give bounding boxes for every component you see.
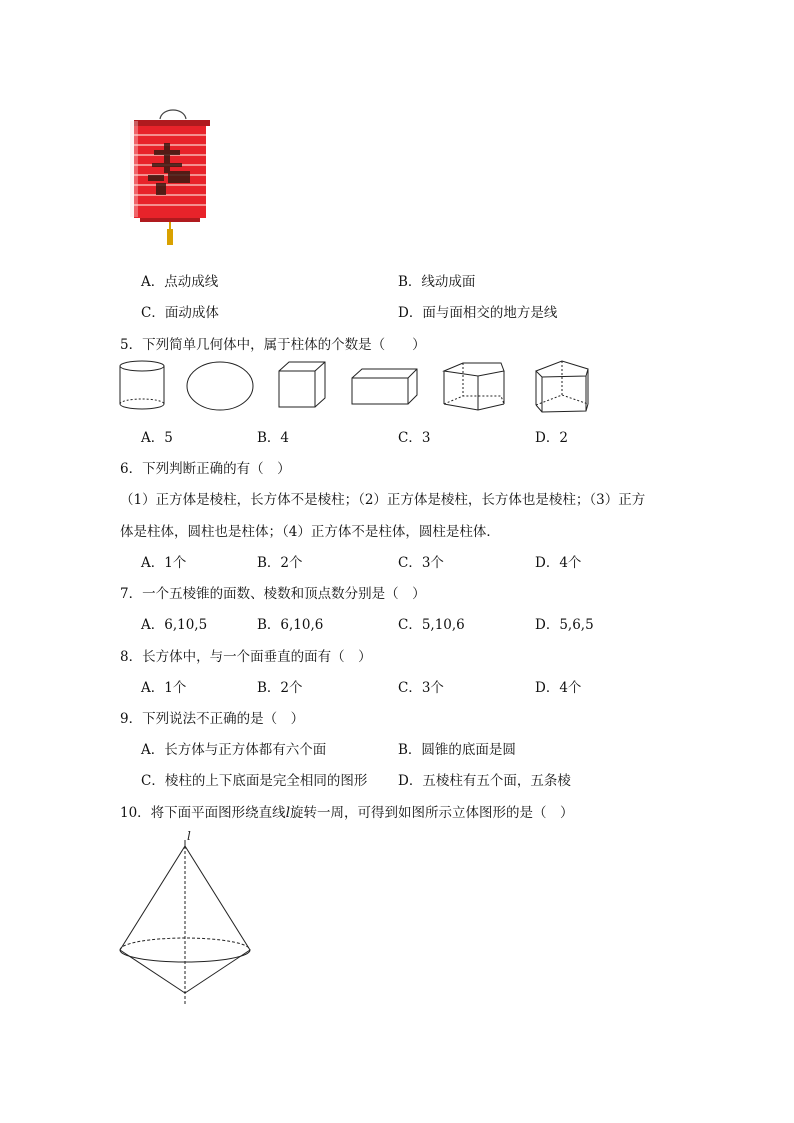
q5-option-c: C．3 (398, 430, 431, 446)
q6-stem: 6．下列判断正确的有（ ） (120, 461, 291, 477)
q8-option-b: B．2个 (257, 680, 303, 696)
q8-option-c: C．3个 (398, 680, 444, 696)
cuboid-shape (352, 369, 417, 404)
pentagonal-prism-shape-1 (444, 363, 504, 410)
q7-option-d: D．5,6,5 (535, 617, 594, 633)
q10-stem-variable: l (285, 805, 291, 821)
q6-option-a: A．1个 (141, 555, 187, 571)
q10-stem-before: 10．将下面平面图形绕直线 (120, 805, 286, 821)
q7-stem: 7．一个五棱锥的面数、棱数和顶点数分别是（ ） (120, 586, 426, 602)
q4-option-d: D．面与面相交的地方是线 (398, 305, 558, 321)
q9-option-d: D．五棱柱有五个面，五条棱 (398, 773, 571, 789)
q10-stem (120, 801, 574, 821)
q4-option-b: B．线动成面 (398, 274, 476, 290)
cube-shape (279, 362, 325, 407)
q5-option-d: D．2 (535, 430, 568, 446)
lantern-image (128, 105, 218, 250)
q6-body-line1: （1）正方体是棱柱，长方体不是棱柱；（2）正方体是棱柱，长方体也是棱柱；（3）正方 (120, 492, 646, 508)
q9-option-c: C．棱柱的上下底面是完全相同的图形 (141, 773, 368, 789)
q8-option-d: D．4个 (535, 680, 582, 696)
q6-option-c: C．3个 (398, 555, 444, 571)
q8-option-a: A．1个 (141, 680, 187, 696)
cylinder-shape (120, 361, 164, 409)
q5-stem: 5．下列简单几何体中，属于柱体的个数是（ ） (120, 337, 426, 353)
q7-option-b: B．6,10,6 (257, 617, 324, 633)
q6-body-line2: 体是柱体，圆柱也是柱体；（4）正方体不是柱体，圆柱是柱体． (120, 524, 500, 540)
axis-label-l: l (187, 829, 191, 843)
q4-option-a: A．点动成线 (141, 274, 219, 290)
q7-option-c: C．5,10,6 (398, 617, 465, 633)
q9-option-a: A．长方体与正方体都有六个面 (141, 742, 327, 758)
q4-option-c: C．面动成体 (141, 305, 219, 321)
q6-option-d: D．4个 (535, 555, 582, 571)
q5-option-a: A．5 (141, 430, 173, 446)
q9-stem: 9．下列说法不正确的是（ ） (120, 711, 305, 727)
solids-figure (118, 358, 598, 414)
q5-option-b: B．4 (257, 430, 290, 446)
q9-option-b: B．圆锥的底面是圆 (398, 742, 516, 758)
double-cone-figure (115, 828, 255, 1008)
pentagonal-prism-shape-2 (536, 361, 588, 412)
q10-stem-after: 旋转一周，可得到如图所示立体图形的是（ ） (290, 805, 574, 821)
sphere-shape (187, 362, 253, 410)
q6-option-b: B．2个 (257, 555, 303, 571)
q7-option-a: A．6,10,5 (141, 617, 208, 633)
q8-stem: 8．长方体中，与一个面垂直的面有（ ） (120, 649, 372, 665)
